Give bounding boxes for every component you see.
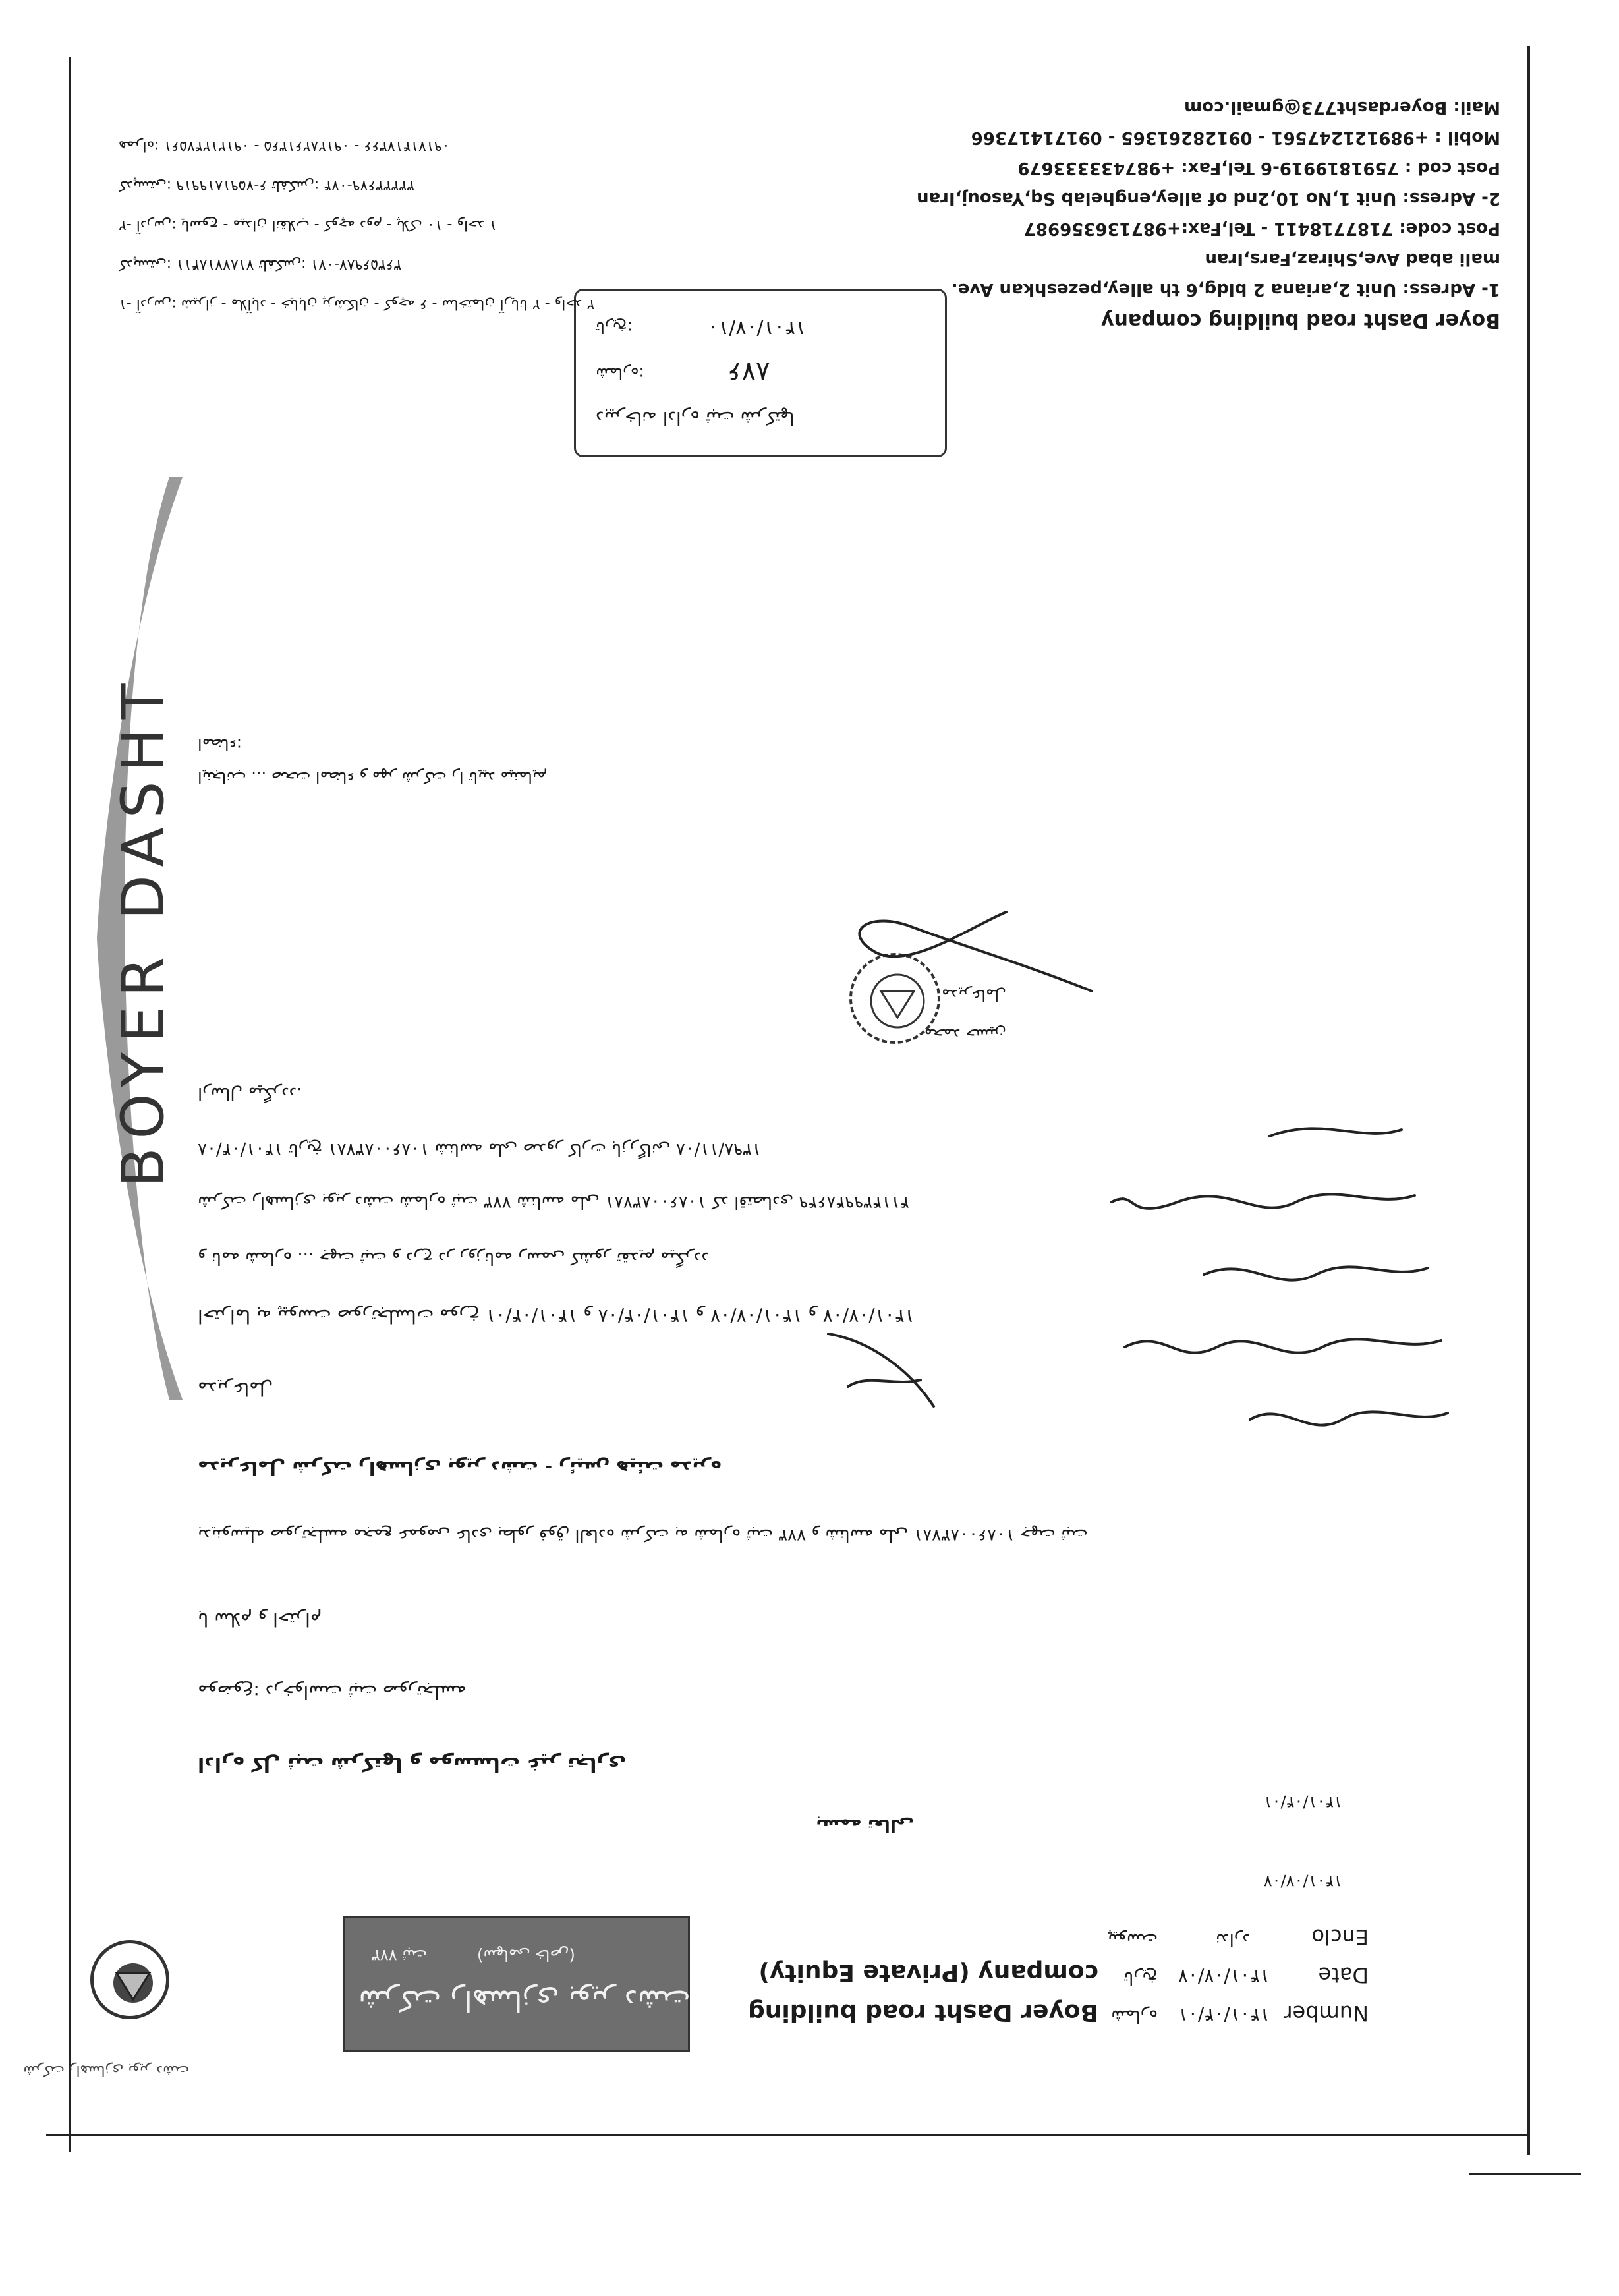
- body-paragraph-5: و نامه شماره ... جهت ثبت و درج در روزنامه رسمی کشور تقدیم میگردد: [198, 1248, 710, 1268]
- stamp-number-label: شماره:: [596, 364, 644, 383]
- registry-stamp: [574, 289, 947, 457]
- footer-post-2: Post cod : 7591819919-6 Tel,Fax: +987433333679: [1017, 158, 1500, 178]
- body-paragraph-8: ارسال میگردد.: [198, 1083, 302, 1103]
- handwritten-notes: [1098, 1097, 1467, 1439]
- recipient-line: اداره کل ثبت شرکتها و موسسات غیر تجاری: [198, 1752, 627, 1775]
- date-small-2: ۱۴۰۱/۰۴/۰۱: [1263, 1793, 1342, 1812]
- signatory-title: مدیرعامل: [941, 986, 1006, 1004]
- stamp-date-value: ۱۴۰۱/۰۷/۱۰: [708, 316, 807, 339]
- date-small-1: ۱۴۰۱/۰۷/۰۷: [1263, 1872, 1342, 1891]
- letter-heading: بسمه تعالی: [816, 1815, 914, 1835]
- handwritten-signature-1: [828, 905, 1105, 1004]
- footer-fa-line-5: همراه: ۰۹۱۲۱۲۴۷۵۶۱ - ۰۹۱۲۸۲۶۱۳۶۵ - ۰۹۱۷۱۴۱۷۳۶۶: [119, 138, 450, 154]
- footer-fa-line-2: کدپستی: ۷۱۸۷۷۱۸۴۱۱ تلفکس: ۰۷۱-۳۶۳۵۶۹۸۷: [119, 256, 402, 273]
- letterhead-company-name: Boyer Dasht road building: [748, 1999, 1098, 2026]
- note-line-2: امضاء:: [198, 735, 242, 754]
- body-paragraph-3: مدیرعامل: [198, 1378, 273, 1400]
- footer-mobile: Mobil : +989121247561 - 09128261365 - 09171417366: [971, 128, 1500, 148]
- stamp-number-value: ۸۷۶: [727, 357, 770, 387]
- footer-address-1b: mali abad Ave,Shiraz,Fars,Iran: [1205, 249, 1500, 269]
- letterhead-company-type: company (Private Equity): [758, 1959, 1098, 1986]
- body-paragraph-2: مدیرعامل شرکت راهسازی بویر دشت - رئیس هیئت مدیره: [198, 1457, 722, 1479]
- logo-company-sub-fa: (سهامی خاص): [477, 1946, 575, 1965]
- boyer-dasht-watermark: [97, 477, 183, 1400]
- logo-reg-fa: ۷۷۳ ثبت: [372, 1946, 427, 1965]
- subject-line: موضوع: درخواست ثبت صورتجلسه: [198, 1681, 467, 1703]
- body-paragraph-7: ۱۴۰۱/۰۴/۰۸ تاریخ ۱۰۸۶۰۰۸۳۷۸۱ شناسه ملی صدور کارت بازرگانی ۱۳۹۸/۱۱/۰۸: [198, 1139, 762, 1159]
- footer-address-1: 1- Adress: Unit 2,ariana 2 bldg,6 th alley,pezeshkan Ave.: [951, 279, 1500, 299]
- field-enclo-value: ندارد: [1215, 1930, 1250, 1949]
- field-date-fa-label: تاریخ: [1123, 1968, 1158, 1988]
- handwritten-initials: [815, 1321, 947, 1420]
- company-logo-banner: [343, 1916, 690, 2052]
- body-paragraph-4: احتراما به پیوست صورتجلسات مورخ ۱۴۰۱/۰۴/۰۱ و ۱۴۰۱/۰۴/۰۸ و ۱۴۰۱/۰۷/۰۷ و ۱۴۰۱/۰۷/۰۷: [198, 1306, 915, 1327]
- field-date-label: Date: [1318, 1963, 1369, 1988]
- body-paragraph-6: شرکت راهسازی بویر دشت شماره ثبت ۷۷۳ شناسه ملی ۱۰۸۶۰۰۸۳۷۸۱ کد اقتصادی ۴۱۱۴۳۹۹۴۸۶۴۹: [198, 1192, 909, 1212]
- footer-company-name: Boyer Dasht road building company: [1100, 309, 1500, 332]
- note-line-1: اینجانب ... صحت امضاء و مهر شرکت را تایید مینمایم: [198, 768, 548, 787]
- logo-caption-fa: شرکت راهسازی بویر دشت: [23, 2062, 189, 2079]
- greeting-line: با سلام و احترام: [198, 1609, 322, 1630]
- field-enclo-label: Enclo: [1311, 1924, 1369, 1949]
- field-number-fa-label: شماره: [1111, 2006, 1158, 2026]
- field-number-label: Number: [1284, 2001, 1369, 2026]
- company-emblem-icon: [90, 1940, 169, 2019]
- watermark-text: BOYER DASHT: [109, 674, 177, 1188]
- footer-address-2: 2- Adress: Unit 1,No 10,2nd of alley,enghelab Sq,Yasouj,Iran: [917, 188, 1500, 208]
- body-paragraph-1: بدینوسیله صورتجلسه مجمع عمومی عادی بطور فوق العاده شرکت به شماره ثبت ۷۷۳ و شناسه ملی ۱۰۸۶۰۰۸۳۷۸۱ جهت ثبت: [198, 1525, 1088, 1545]
- logo-company-name-fa: شرکت راهسازی بویر دشت: [358, 1984, 691, 2017]
- stamp-date-label: تاریخ:: [596, 318, 633, 337]
- signatory-name: محمد حسین: [924, 1025, 1006, 1044]
- field-date-value: ۱۴۰۱/۰۷/۰۷: [1178, 1966, 1270, 1988]
- footer-fa-line-4: کدپستی: ۷۵۹۱۸۱۹۹۱۹-۶ تلفکس: ۰۷۴-۳۳۳۳۳۶۷۹: [119, 177, 415, 194]
- footer-mail: Mail: Boyerdasht773@gmail.com: [1184, 98, 1500, 117]
- footer-fa-line-1: ۱- آدرس: شیراز - ملاآباد - خیابان پزشکان - کوچه ۶ - ساختمان آریانا ۲ - واحد ۲: [119, 296, 595, 312]
- footer-fa-line-3: ۲- آدرس: یاسوج - میدان انقلاب - کوچه دوم - پلاک ۱۰ - واحد ۱: [119, 217, 497, 233]
- stamp-title: دبیرخانه اداره ثبت شرکتها: [596, 407, 795, 429]
- field-number-value: ۱۴۰۱/۰۴/۰۱: [1178, 2004, 1270, 2026]
- field-enclo-fa-label: پیوست: [1108, 1930, 1158, 1949]
- footer-post-1: Post code: 7187718411 - Tel,Fax:+987136356987: [1023, 219, 1500, 239]
